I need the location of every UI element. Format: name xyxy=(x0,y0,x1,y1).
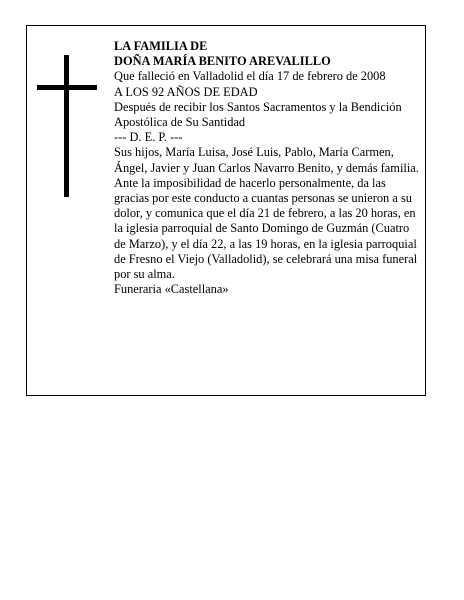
age-line: A LOS 92 AÑOS DE EDAD xyxy=(114,84,258,99)
family-paragraph: Sus hijos, María Luisa, José Luis, Pablo, María Carmen, Ángel, Javier y Juan Carlos Navarro Benito, y demás familia. xyxy=(114,145,419,175)
rip-line: --- D. E. P. --- xyxy=(114,130,183,145)
obituary-notice xyxy=(26,25,426,396)
thanks-paragraph: Ante la imposibilidad de hacerlo personalmente, da las gracias por este conducto a cuantas personas se unieron a su dolor, y comunica que el día 21 de febrero, a las 20 horas, en la iglesia parroquial de Santo Domingo de Guzmán (Cuatro de Marzo), y el día 22, a las 19 horas, en la iglesia parroquial de Fresno el Viejo (Valladolid), se celebrará una misa funeral por su alma. xyxy=(114,175,418,282)
cross-horizontal-bar xyxy=(37,85,97,90)
sacraments-line: Después de recibir los Santos Sacramentos y la Bendición Apostólica de Su Santidad xyxy=(114,99,402,130)
heading-family: LA FAMILIA DE xyxy=(114,39,208,53)
funeral-home: Funeraria «Castellana» xyxy=(114,282,229,297)
notice-text xyxy=(114,39,420,297)
cross-icon xyxy=(37,55,97,197)
death-date-line: Que falleció en Valladolid el día 17 de febrero de 2008 xyxy=(114,69,386,84)
heading-deceased-name: DOÑA MARÍA BENITO AREVALILLO xyxy=(114,54,331,69)
cross-vertical-bar xyxy=(64,55,69,197)
